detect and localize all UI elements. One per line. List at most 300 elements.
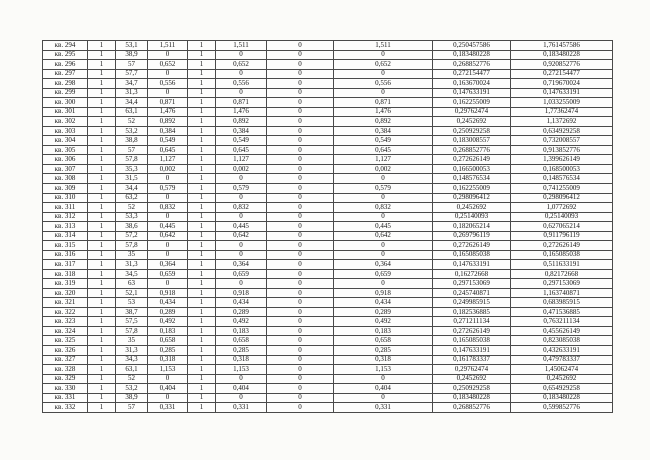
- table-cell: 31,3: [116, 88, 148, 98]
- table-cell: 0,148576534: [511, 174, 613, 184]
- table-cell: 1: [88, 203, 116, 213]
- table-cell: 52,1: [116, 288, 148, 298]
- row-label-cell: кв. 329: [43, 374, 88, 384]
- table-cell: 0,918: [334, 288, 433, 298]
- table-cell: 1,153: [334, 365, 433, 375]
- table-cell: 1: [188, 279, 216, 289]
- table-cell: 0,182536885: [433, 307, 511, 317]
- table-cell: 1: [188, 203, 216, 213]
- row-label-cell: кв. 297: [43, 69, 88, 79]
- table-cell: 1: [88, 155, 116, 165]
- row-label-cell: кв. 320: [43, 288, 88, 298]
- table-cell: 1: [188, 384, 216, 394]
- row-label-cell: кв. 308: [43, 174, 88, 184]
- table-cell: 0,634929258: [511, 126, 613, 136]
- table-cell: 57,2: [116, 231, 148, 241]
- table-cell: 1: [188, 126, 216, 136]
- table-cell: 38,6: [116, 222, 148, 232]
- row-label-cell: кв. 304: [43, 136, 88, 146]
- table-cell: 31,5: [116, 174, 148, 184]
- table-cell: 0: [267, 250, 334, 260]
- table-cell: 0: [267, 174, 334, 184]
- table-cell: 0,289: [216, 307, 267, 317]
- table-cell: 1: [88, 346, 116, 356]
- table-cell: 0,719670024: [511, 79, 613, 89]
- table-cell: 0,432633191: [511, 346, 613, 356]
- table-cell: 0: [216, 212, 267, 222]
- row-label-cell: кв. 309: [43, 183, 88, 193]
- table-cell: 1: [88, 117, 116, 127]
- table-cell: 1: [188, 69, 216, 79]
- table-cell: 1,127: [216, 155, 267, 165]
- table-cell: 0,29762474: [433, 107, 511, 117]
- table-cell: 0,2452692: [433, 203, 511, 213]
- table-cell: 0,318: [148, 355, 188, 365]
- table-cell: 0,579: [216, 183, 267, 193]
- row-label-cell: кв. 300: [43, 98, 88, 108]
- table-cell: 0,455626149: [511, 326, 613, 336]
- table-cell: 0,250457586: [433, 41, 511, 51]
- table-cell: 0,162255009: [433, 183, 511, 193]
- table-cell: 0: [267, 98, 334, 108]
- table-cell: 1: [88, 183, 116, 193]
- table-cell: 0,165085038: [433, 250, 511, 260]
- table-cell: 0,250929258: [433, 126, 511, 136]
- table-cell: 0,183480228: [433, 393, 511, 403]
- table-cell: 0,871: [216, 98, 267, 108]
- row-label-cell: кв. 310: [43, 193, 88, 203]
- table-cell: 0: [148, 88, 188, 98]
- table-cell: 0,331: [334, 403, 433, 413]
- table-cell: 1: [88, 88, 116, 98]
- table-cell: 35: [116, 250, 148, 260]
- table-cell: 1: [88, 79, 116, 89]
- table-cell: 1: [88, 174, 116, 184]
- table-cell: 0: [216, 250, 267, 260]
- row-label-cell: кв. 312: [43, 212, 88, 222]
- table-cell: 0: [267, 336, 334, 346]
- table-cell: 1: [88, 269, 116, 279]
- table-cell: 0: [267, 222, 334, 232]
- table-cell: 38,8: [116, 136, 148, 146]
- table-cell: 1: [88, 374, 116, 384]
- table-cell: 63,1: [116, 365, 148, 375]
- row-label-cell: кв. 305: [43, 145, 88, 155]
- table-cell: 57,8: [116, 326, 148, 336]
- table-cell: 0,331: [216, 403, 267, 413]
- table-row: [43, 279, 613, 289]
- table-row: [43, 355, 613, 365]
- table-cell: 1: [188, 88, 216, 98]
- table-row: [43, 288, 613, 298]
- table-cell: 1: [188, 288, 216, 298]
- table-cell: 0,642: [216, 231, 267, 241]
- table-row: [43, 260, 613, 270]
- table-cell: 0: [267, 41, 334, 51]
- table-cell: 0: [267, 279, 334, 289]
- table-row: [43, 231, 613, 241]
- table-cell: 0,002: [334, 164, 433, 174]
- table-cell: 1: [88, 212, 116, 222]
- table-cell: 63,2: [116, 193, 148, 203]
- table-cell: 0: [267, 193, 334, 203]
- table-cell: 1: [188, 346, 216, 356]
- table-cell: 0,918: [148, 288, 188, 298]
- table-cell: 31,3: [116, 346, 148, 356]
- table-cell: 0,183480228: [511, 393, 613, 403]
- table-cell: 0,652: [216, 60, 267, 70]
- table-cell: 0: [334, 212, 433, 222]
- table-row: [43, 193, 613, 203]
- table-cell: 1: [88, 336, 116, 346]
- table-cell: 0: [267, 288, 334, 298]
- row-label-cell: кв. 314: [43, 231, 88, 241]
- table-cell: 0,434: [216, 298, 267, 308]
- table-cell: 0,25140093: [433, 212, 511, 222]
- table-cell: 1,153: [148, 365, 188, 375]
- table-cell: 1,476: [216, 107, 267, 117]
- table-cell: 0: [334, 174, 433, 184]
- table-cell: 34,4: [116, 98, 148, 108]
- row-label-cell: кв. 323: [43, 317, 88, 327]
- table-cell: 34,7: [116, 79, 148, 89]
- table-row: [43, 326, 613, 336]
- table-cell: 0: [267, 117, 334, 127]
- table-row: [43, 174, 613, 184]
- table-cell: 57,8: [116, 241, 148, 251]
- table-cell: 0: [267, 260, 334, 270]
- table-cell: 1: [88, 107, 116, 117]
- table-cell: 0,599852776: [511, 403, 613, 413]
- table-cell: 0,832: [148, 203, 188, 213]
- table-cell: 1: [188, 336, 216, 346]
- table-cell: 0,658: [334, 336, 433, 346]
- table-cell: 0: [267, 307, 334, 317]
- table-cell: 1,511: [216, 41, 267, 51]
- table-cell: 0,2452692: [433, 374, 511, 384]
- table-cell: 0: [216, 279, 267, 289]
- table-cell: 0,147633191: [433, 260, 511, 270]
- table-row: [43, 317, 613, 327]
- table-cell: 0,162255009: [433, 98, 511, 108]
- table-cell: 0: [267, 326, 334, 336]
- table-cell: 0,2452692: [433, 117, 511, 127]
- table-cell: 0: [148, 212, 188, 222]
- table-cell: 0,147633191: [433, 346, 511, 356]
- table-cell: 52: [116, 117, 148, 127]
- table-cell: 0: [267, 50, 334, 60]
- table-cell: 0: [267, 60, 334, 70]
- table-row: [43, 155, 613, 165]
- table-cell: 53,2: [116, 126, 148, 136]
- table-cell: 0,384: [216, 126, 267, 136]
- table-cell: 0: [334, 393, 433, 403]
- row-label-cell: кв. 326: [43, 346, 88, 356]
- table-cell: 1: [188, 60, 216, 70]
- table-cell: 0,549: [216, 136, 267, 146]
- table-cell: 0: [267, 317, 334, 327]
- table-cell: 0: [216, 193, 267, 203]
- table-cell: 0,658: [216, 336, 267, 346]
- table-cell: 0,434: [148, 298, 188, 308]
- table-row: [43, 269, 613, 279]
- table-body: [43, 41, 613, 413]
- table-cell: 0,183480228: [511, 50, 613, 60]
- table-cell: 1: [88, 393, 116, 403]
- table-cell: 0,579: [148, 183, 188, 193]
- table-cell: 1: [88, 298, 116, 308]
- table-cell: 0,434: [334, 298, 433, 308]
- row-label-cell: кв. 299: [43, 88, 88, 98]
- table-cell: 1,761457586: [511, 41, 613, 51]
- table-cell: 1: [188, 117, 216, 127]
- row-label-cell: кв. 311: [43, 203, 88, 213]
- table-row: [43, 336, 613, 346]
- row-label-cell: кв. 306: [43, 155, 88, 165]
- table-row: [43, 212, 613, 222]
- row-label-cell: кв. 315: [43, 241, 88, 251]
- table-cell: 0,183480228: [433, 50, 511, 60]
- table-cell: 0: [334, 50, 433, 60]
- table-cell: 0,318: [216, 355, 267, 365]
- table-cell: 0,002: [216, 164, 267, 174]
- table-cell: 1: [88, 307, 116, 317]
- table-cell: 0: [267, 183, 334, 193]
- table-row: [43, 384, 613, 394]
- table-cell: 0: [148, 250, 188, 260]
- row-label-cell: кв. 313: [43, 222, 88, 232]
- table-cell: 0,492: [216, 317, 267, 327]
- table-cell: 0: [267, 145, 334, 155]
- table-cell: 0,297153069: [433, 279, 511, 289]
- table-cell: 34,4: [116, 183, 148, 193]
- table-cell: 53: [116, 298, 148, 308]
- table-row: [43, 88, 613, 98]
- table-cell: 0: [216, 69, 267, 79]
- table-cell: 0: [148, 174, 188, 184]
- table-cell: 1: [188, 164, 216, 174]
- table-cell: 0,556: [334, 79, 433, 89]
- table-cell: 0,920852776: [511, 60, 613, 70]
- table-cell: 0: [148, 279, 188, 289]
- table-row: [43, 136, 613, 146]
- table-cell: 0: [267, 374, 334, 384]
- table-cell: 0: [267, 212, 334, 222]
- table-cell: 0,642: [148, 231, 188, 241]
- table-cell: 0: [334, 193, 433, 203]
- table-cell: 1: [188, 231, 216, 241]
- table-cell: 0,272154477: [511, 69, 613, 79]
- table-cell: 0,25140093: [511, 212, 613, 222]
- table-cell: 0,272626149: [433, 241, 511, 251]
- table-cell: 1: [188, 355, 216, 365]
- table-cell: 0,285: [334, 346, 433, 356]
- table-cell: 0,82172668: [511, 269, 613, 279]
- table-cell: 0,161783337: [433, 355, 511, 365]
- table-cell: 53,3: [116, 212, 148, 222]
- table-cell: 0,165085038: [511, 250, 613, 260]
- table-cell: 0,183: [216, 326, 267, 336]
- table-cell: 0: [267, 88, 334, 98]
- table-cell: 0: [216, 374, 267, 384]
- table-cell: 0: [148, 393, 188, 403]
- table-cell: 1: [188, 317, 216, 327]
- table-cell: 0,642: [334, 231, 433, 241]
- table-cell: 0: [334, 250, 433, 260]
- table-cell: 63,1: [116, 107, 148, 117]
- table-cell: 0,404: [334, 384, 433, 394]
- table-cell: 57: [116, 403, 148, 413]
- table-cell: 57,8: [116, 155, 148, 165]
- table-cell: 1,511: [148, 41, 188, 51]
- table-cell: 0,511633191: [511, 260, 613, 270]
- table-cell: 0: [334, 374, 433, 384]
- table-cell: 1: [188, 250, 216, 260]
- table-cell: 0,364: [148, 260, 188, 270]
- table-cell: 0,823085038: [511, 336, 613, 346]
- table-cell: 1: [188, 212, 216, 222]
- table-cell: 0: [267, 136, 334, 146]
- table-cell: 0,166500053: [433, 164, 511, 174]
- table-cell: 0: [267, 346, 334, 356]
- table-cell: 1: [88, 41, 116, 51]
- table-cell: 0: [267, 298, 334, 308]
- table-cell: 1,127: [148, 155, 188, 165]
- table-cell: 0: [148, 69, 188, 79]
- table-cell: 1,1372692: [511, 117, 613, 127]
- table-cell: 0: [267, 269, 334, 279]
- table-cell: 1: [88, 136, 116, 146]
- table-cell: 0,645: [334, 145, 433, 155]
- table-row: [43, 393, 613, 403]
- table-cell: 57: [116, 60, 148, 70]
- table-cell: 0,659: [334, 269, 433, 279]
- table-cell: 57,7: [116, 69, 148, 79]
- table-row: [43, 365, 613, 375]
- table-cell: 0,445: [334, 222, 433, 232]
- table-cell: 1,511: [334, 41, 433, 51]
- table-cell: 0: [267, 241, 334, 251]
- table-cell: 0: [267, 403, 334, 413]
- table-cell: 1: [88, 384, 116, 394]
- table-cell: 1: [88, 403, 116, 413]
- row-label-cell: кв. 303: [43, 126, 88, 136]
- table-cell: 0,297153069: [511, 279, 613, 289]
- table-cell: 0: [267, 393, 334, 403]
- table-cell: 1: [88, 60, 116, 70]
- table-cell: 57: [116, 145, 148, 155]
- table-cell: 0,652: [148, 60, 188, 70]
- table-cell: 0,492: [334, 317, 433, 327]
- table-cell: 63: [116, 279, 148, 289]
- table-cell: 0: [334, 241, 433, 251]
- table-cell: 0,659: [216, 269, 267, 279]
- table-cell: 0,556: [148, 79, 188, 89]
- table-row: [43, 222, 613, 232]
- row-label-cell: кв. 332: [43, 403, 88, 413]
- table-row: [43, 164, 613, 174]
- table-cell: 57,5: [116, 317, 148, 327]
- table-cell: 0,269796119: [433, 231, 511, 241]
- table-cell: 0: [267, 365, 334, 375]
- table-cell: 0,271211134: [433, 317, 511, 327]
- table-row: [43, 60, 613, 70]
- table-row: [43, 307, 613, 317]
- table-cell: 1: [88, 260, 116, 270]
- table-cell: 0: [267, 107, 334, 117]
- table-cell: 1: [88, 145, 116, 155]
- table-cell: 1: [188, 183, 216, 193]
- row-label-cell: кв. 316: [43, 250, 88, 260]
- table-row: [43, 69, 613, 79]
- table-cell: 0,645: [216, 145, 267, 155]
- table-cell: 0,168500053: [511, 164, 613, 174]
- table-cell: 0: [216, 50, 267, 60]
- table-cell: 1: [88, 365, 116, 375]
- table-cell: 1: [88, 317, 116, 327]
- table-cell: 1: [188, 193, 216, 203]
- table-cell: 1: [88, 355, 116, 365]
- table-cell: 0: [267, 384, 334, 394]
- table-cell: 1: [88, 69, 116, 79]
- row-label-cell: кв. 298: [43, 79, 88, 89]
- table-cell: 0,268852776: [433, 145, 511, 155]
- table-cell: 0: [216, 241, 267, 251]
- table-row: [43, 79, 613, 89]
- table-cell: 0,404: [148, 384, 188, 394]
- row-label-cell: кв. 317: [43, 260, 88, 270]
- table-cell: 0,832: [216, 203, 267, 213]
- table-cell: 1: [188, 136, 216, 146]
- table-cell: 0,911796119: [511, 231, 613, 241]
- table-cell: 1: [188, 393, 216, 403]
- row-label-cell: кв. 321: [43, 298, 88, 308]
- table-cell: 0,272626149: [433, 155, 511, 165]
- table-row: [43, 117, 613, 127]
- table-cell: 53,2: [116, 384, 148, 394]
- table-cell: 0,918: [216, 288, 267, 298]
- table-cell: 0,404: [216, 384, 267, 394]
- table-cell: 0: [267, 355, 334, 365]
- table-cell: 0,331: [148, 403, 188, 413]
- row-label-cell: кв. 296: [43, 60, 88, 70]
- table-cell: 1: [188, 326, 216, 336]
- table-cell: 0,298096412: [511, 193, 613, 203]
- table-cell: 0: [216, 174, 267, 184]
- table-cell: 0: [216, 393, 267, 403]
- table-cell: 0,492: [148, 317, 188, 327]
- table-cell: 1: [188, 155, 216, 165]
- table-cell: 0,249985915: [433, 298, 511, 308]
- table-cell: 0,763211134: [511, 317, 613, 327]
- table-cell: 1,77362474: [511, 107, 613, 117]
- table-cell: 0,285: [216, 346, 267, 356]
- table-cell: 0,148576534: [433, 174, 511, 184]
- table-cell: 0: [148, 241, 188, 251]
- row-label-cell: кв. 301: [43, 107, 88, 117]
- table-cell: 0,29762474: [433, 365, 511, 375]
- table-cell: 0,182065214: [433, 222, 511, 232]
- table-cell: 0,556: [216, 79, 267, 89]
- table-cell: 1: [188, 307, 216, 317]
- table-cell: 0,250929258: [433, 384, 511, 394]
- table-cell: 0,579: [334, 183, 433, 193]
- table-cell: 0,2452692: [511, 374, 613, 384]
- row-label-cell: кв. 295: [43, 50, 88, 60]
- table-cell: 0: [267, 155, 334, 165]
- table-cell: 1: [188, 298, 216, 308]
- table-cell: 1: [188, 107, 216, 117]
